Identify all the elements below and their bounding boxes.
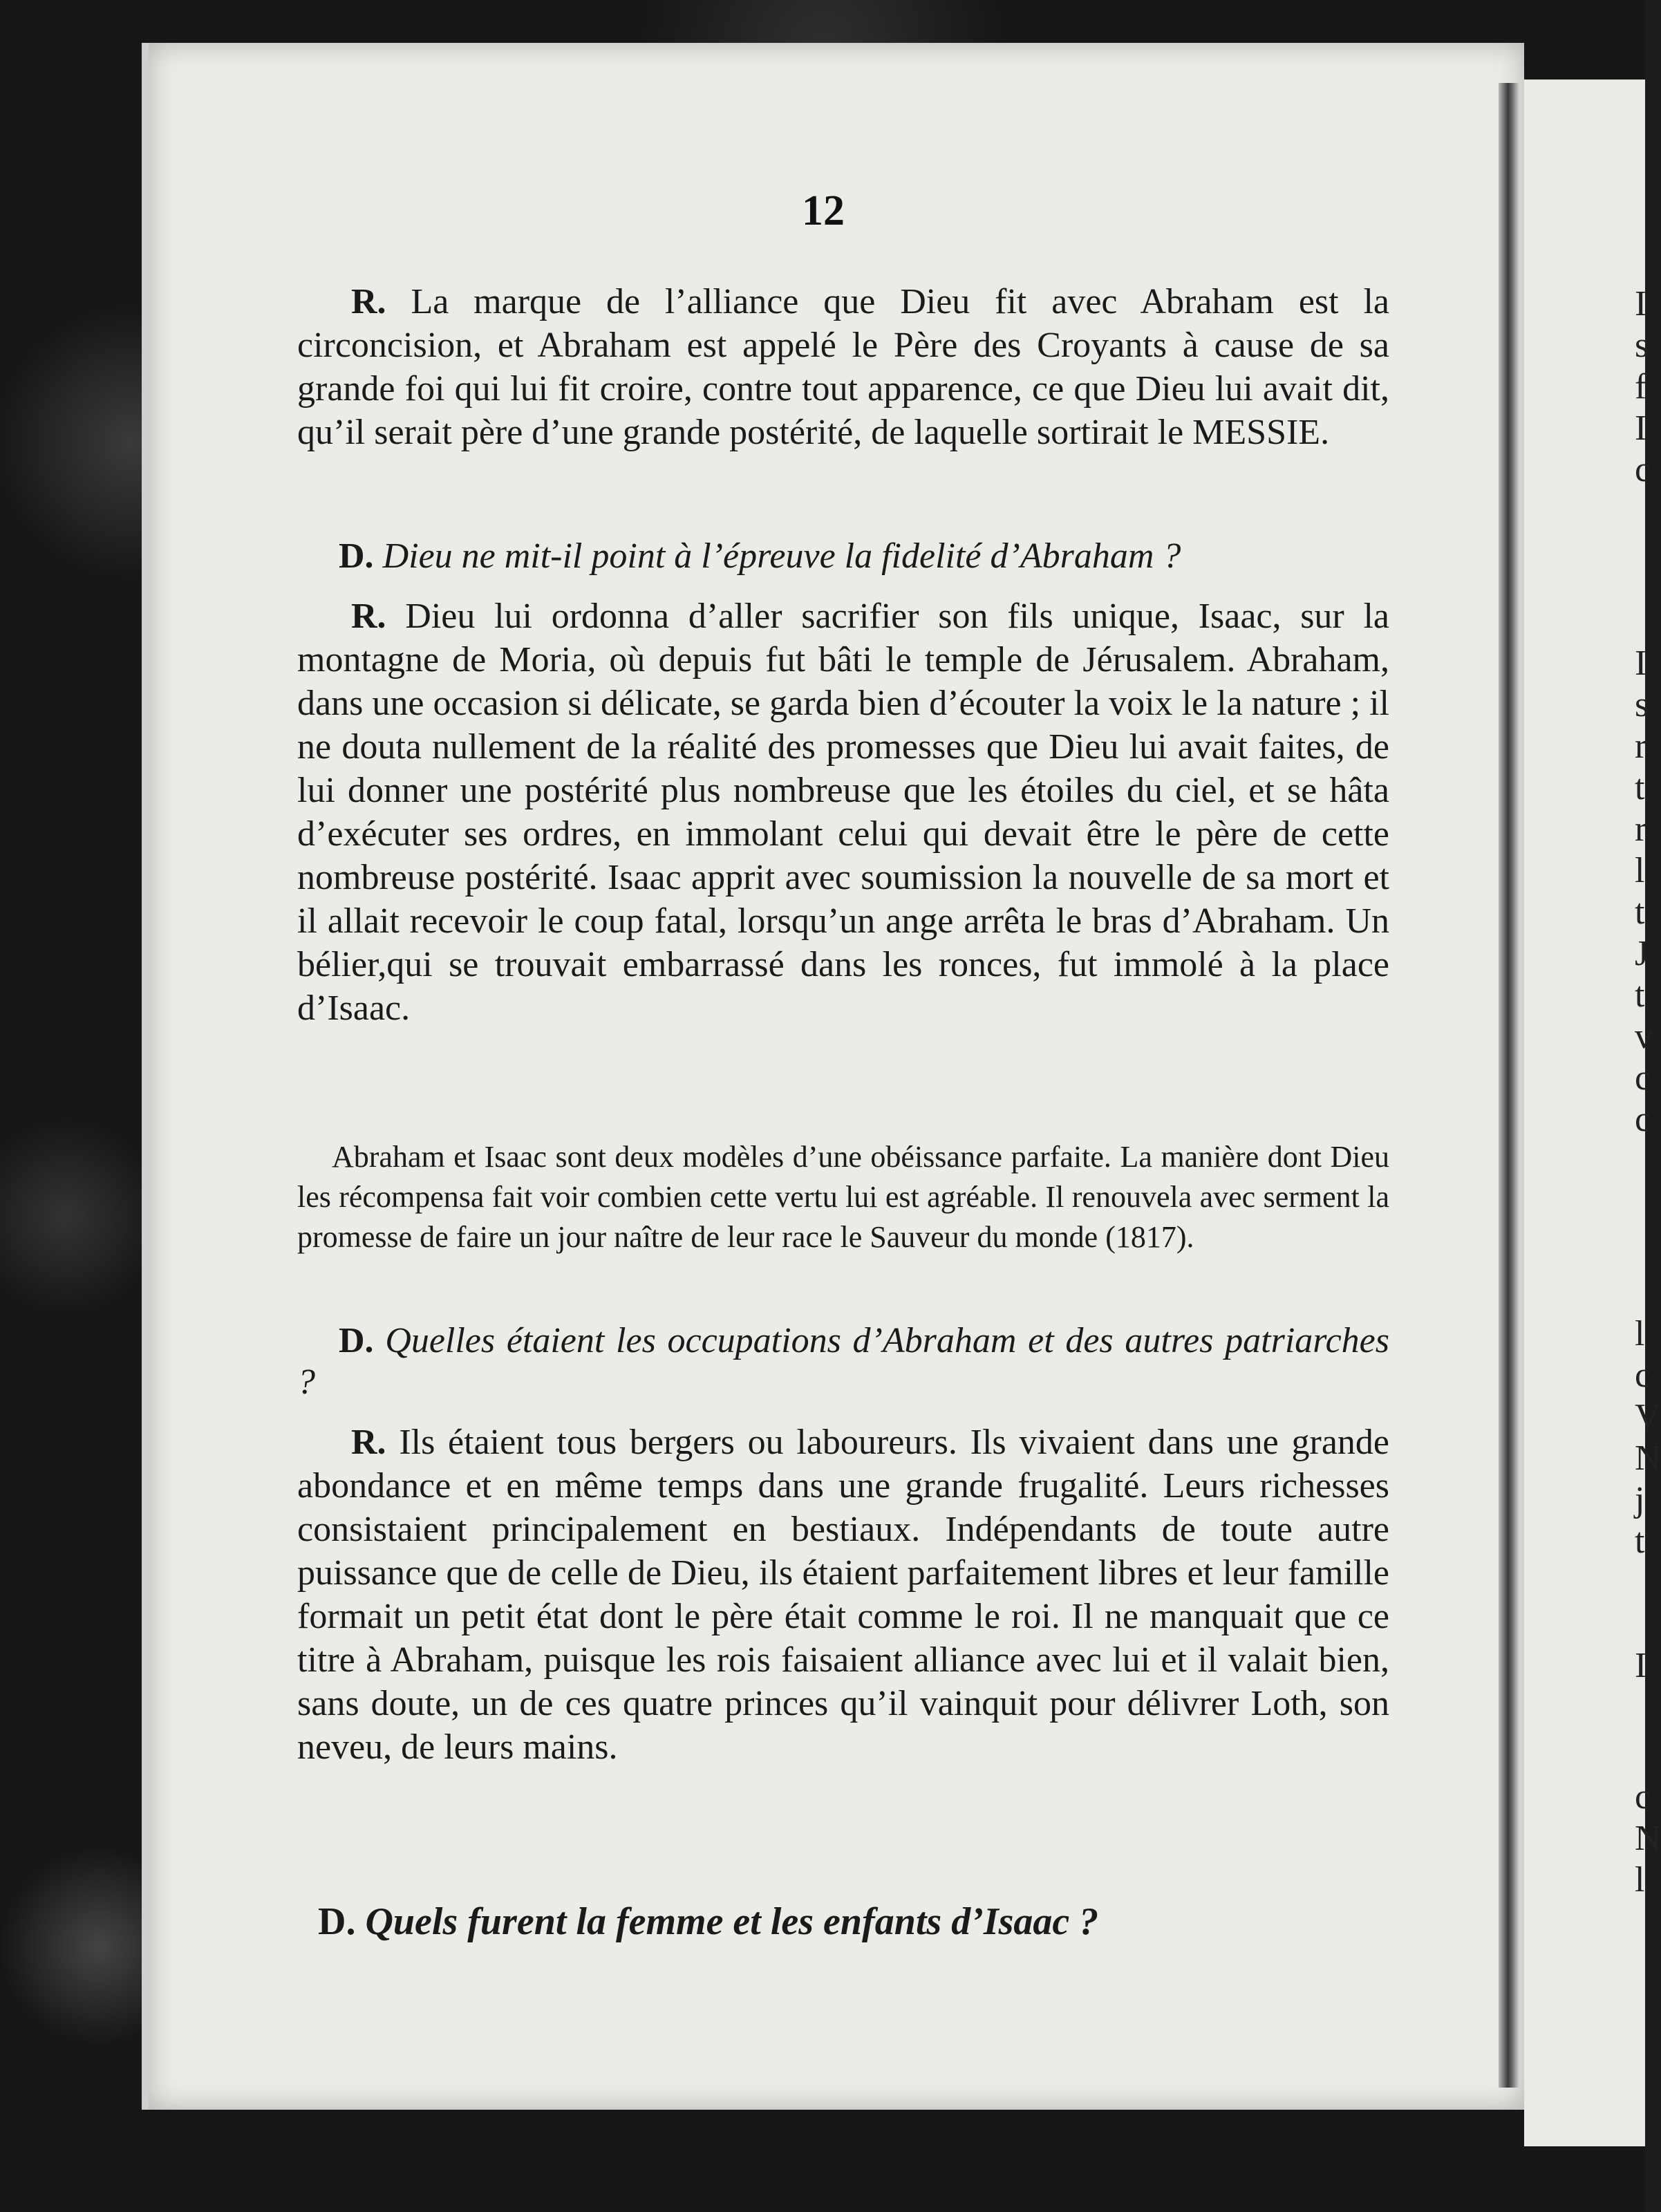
answer-text: Dieu lui ordonna d’aller sacrifier son fils unique, Isaac, sur la montagne de Moria, où depuis fut bâti le temple de Jérusalem. Abraham, dans une occasion si délicate, se garda bien d’écouter la voix le la nature ; il ne douta nullement de la réalité des promesses que Dieu lui avait faites, de lui donner une postérité plus nombreuse que les étoiles du ciel, et se hâta d’exécuter ses ordres, en immolant celui qui devait être le père de cette nombreuse postérité. Isaac apprit avec soumission la nouvelle de sa mort et il allait recevoir le coup fatal, lorsqu’un ange arrêta le bras d’Abraham. Un bélier,qui se trouvait embarrassé dans les ronces, fut immolé à la place d’Isaac. — [297, 597, 1390, 1028]
question-1 — [297, 536, 1389, 577]
adjacent-page-fragment: t — [1635, 768, 1645, 807]
question-text: Dieu ne mit-il point à l’épreuve la fidelité d’Abraham ? — [382, 536, 1181, 576]
answer-paragraph-1 — [297, 280, 1389, 454]
adjacent-page-fragment: N — [1635, 1438, 1661, 1478]
answer-text: Ils étaient tous bergers ou laboureurs. Ils vivaient dans une grande abondance et en même temps dans une grande frugalité. Leurs richesses consistaient principalement en bestiaux. Indépendants de toute autre puissance que de celle de Dieu, ils étaient parfaitement libres et leur famille formait un petit état dont le père était comme le roi. Il ne manquait que ce titre à Abraham, puisque les rois faisaient alliance avec lui et il valait bien, sans doute, un de ces quatre princes qu’il vainquit pour délivrer Loth, son neveu, de leurs mains. — [297, 1423, 1389, 1767]
book-gutter — [1499, 83, 1519, 2088]
answer-marker: R. — [351, 1423, 386, 1462]
adjacent-page-fragment: t — [1635, 892, 1645, 932]
adjacent-page-fragment: s — [1635, 685, 1649, 724]
adjacent-page-fragment: l — [1635, 851, 1645, 890]
question-text: Quels furent la femme et les enfants d’Isaac ? — [365, 1900, 1099, 1943]
adjacent-page-fragment: t — [1635, 975, 1645, 1015]
answer-paragraph-2 — [297, 594, 1389, 1030]
answer-paragraph-3 — [297, 1421, 1389, 1769]
adjacent-page-fragment: f — [1635, 367, 1647, 406]
adjacent-page-fragment: t — [1635, 1521, 1645, 1561]
note-text: Abraham et Isaac sont deux modèles d’une obéissance parfaite. La manière dont Dieu les récompensa fait voir combien cette vertu lui est agréable. Il renouvela avec serment la promesse de faire un jour naître de leur race le Sauveur du monde (1817). — [297, 1140, 1389, 1254]
adjacent-page-fragment: v — [1635, 1017, 1653, 1056]
adjacent-page-fragment: r — [1635, 727, 1647, 766]
answer-text: La marque de l’alliance que Dieu fit avec Abraham est la circoncision, et Abraham est appelé le Père des Croyants à cause de sa grande foi qui lui fit croire, contre tout apparence, ce que Dieu lui avait dit, qu’il serait père d’une grande postérité, de laquelle sortirait le MESSIE. — [297, 282, 1390, 452]
question-3 — [297, 1901, 1389, 1942]
adjacent-page-fragment: I — [1635, 409, 1647, 448]
adjacent-page-fragment: N — [1635, 1819, 1661, 1858]
adjacent-page-fragment: c — [1635, 450, 1651, 489]
answer-marker: R. — [351, 597, 386, 636]
answer-marker: R. — [351, 282, 386, 321]
question-text: Quelles étaient les occupations d’Abraham et des autres patriarches ? — [297, 1321, 1389, 1402]
adjacent-page-fragment: j — [1635, 1480, 1645, 1519]
page-number: 12 — [802, 187, 845, 234]
adjacent-page-fragment: s — [1635, 326, 1649, 365]
adjacent-page-fragment: r — [1635, 809, 1647, 849]
adjacent-page-fragment: J — [1635, 934, 1649, 973]
question-2 — [297, 1320, 1389, 1403]
question-marker: D. — [318, 1900, 356, 1943]
question-marker: D. — [339, 536, 374, 576]
adjacent-page-fragment: c — [1635, 1777, 1651, 1817]
adjacent-page-fragment: l — [1635, 1314, 1645, 1353]
adjacent-page-fragment: V — [1635, 1397, 1661, 1436]
question-marker: D. — [339, 1321, 374, 1360]
commentary-note — [297, 1137, 1389, 1257]
adjacent-page-fragment: c — [1635, 1100, 1651, 1139]
adjacent-page-fragment: l — [1635, 1860, 1645, 1900]
adjacent-page-fragment: I — [1635, 284, 1647, 324]
adjacent-page — [1524, 79, 1661, 2146]
adjacent-page-fragment: c — [1635, 1058, 1651, 1098]
adjacent-page-fragment: I — [1635, 1646, 1647, 1685]
adjacent-page-fragment: c — [1635, 1356, 1651, 1395]
adjacent-page-fragment: I — [1635, 644, 1647, 683]
